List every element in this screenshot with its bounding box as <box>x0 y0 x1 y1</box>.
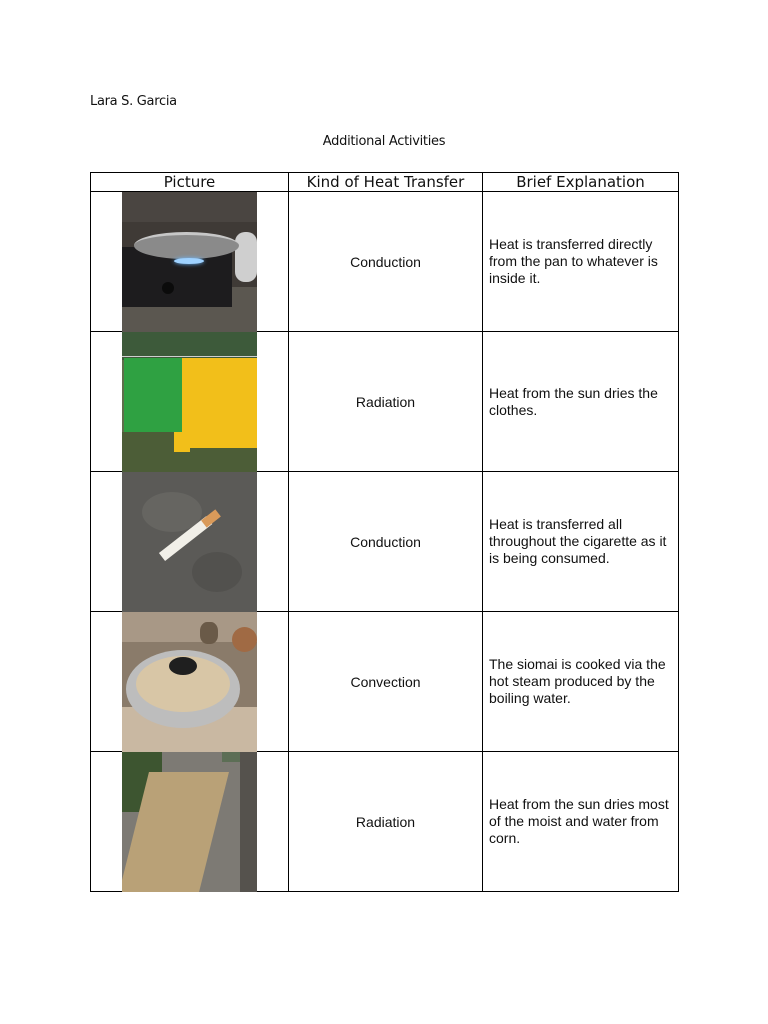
table-header-row <box>91 173 679 192</box>
explanation-cell: Heat from the sun dries most of the moist and water from corn. <box>483 752 679 892</box>
heat-transfer-table <box>90 172 679 892</box>
table-row <box>91 332 679 472</box>
photo-cigarette-on-concrete <box>122 472 257 612</box>
header-kind: Kind of Heat Transfer <box>289 173 483 192</box>
header-picture: Picture <box>91 173 289 192</box>
explanation-cell: Heat from the sun dries the clothes. <box>483 332 679 472</box>
picture-cell <box>91 332 289 472</box>
page-heading: Additional Activities <box>322 134 446 149</box>
photo-clothes-drying-on-line <box>122 332 257 472</box>
picture-cell <box>91 192 289 332</box>
photo-pan-on-gas-stove <box>122 192 257 332</box>
photo-corn-drying-on-road <box>122 752 257 892</box>
kind-cell: Conduction <box>289 192 483 332</box>
kind-cell: Radiation <box>289 332 483 472</box>
table-row <box>91 752 679 892</box>
picture-cell <box>91 612 289 752</box>
picture-cell <box>91 472 289 612</box>
table-row <box>91 472 679 612</box>
kind-cell: Conduction <box>289 472 483 612</box>
kind-cell: Radiation <box>289 752 483 892</box>
author-name: Lara S. Garcia <box>90 94 177 109</box>
explanation-cell: Heat is transferred all throughout the cigarette as it is being consumed. <box>483 472 679 612</box>
table-row <box>91 192 679 332</box>
header-explanation: Brief Explanation <box>483 173 679 192</box>
table-row <box>91 612 679 752</box>
photo-siomai-steamer <box>122 612 257 752</box>
explanation-cell: Heat is transferred directly from the pan to whatever is inside it. <box>483 192 679 332</box>
kind-cell: Convection <box>289 612 483 752</box>
explanation-cell: The siomai is cooked via the hot steam produced by the boiling water. <box>483 612 679 752</box>
picture-cell <box>91 752 289 892</box>
